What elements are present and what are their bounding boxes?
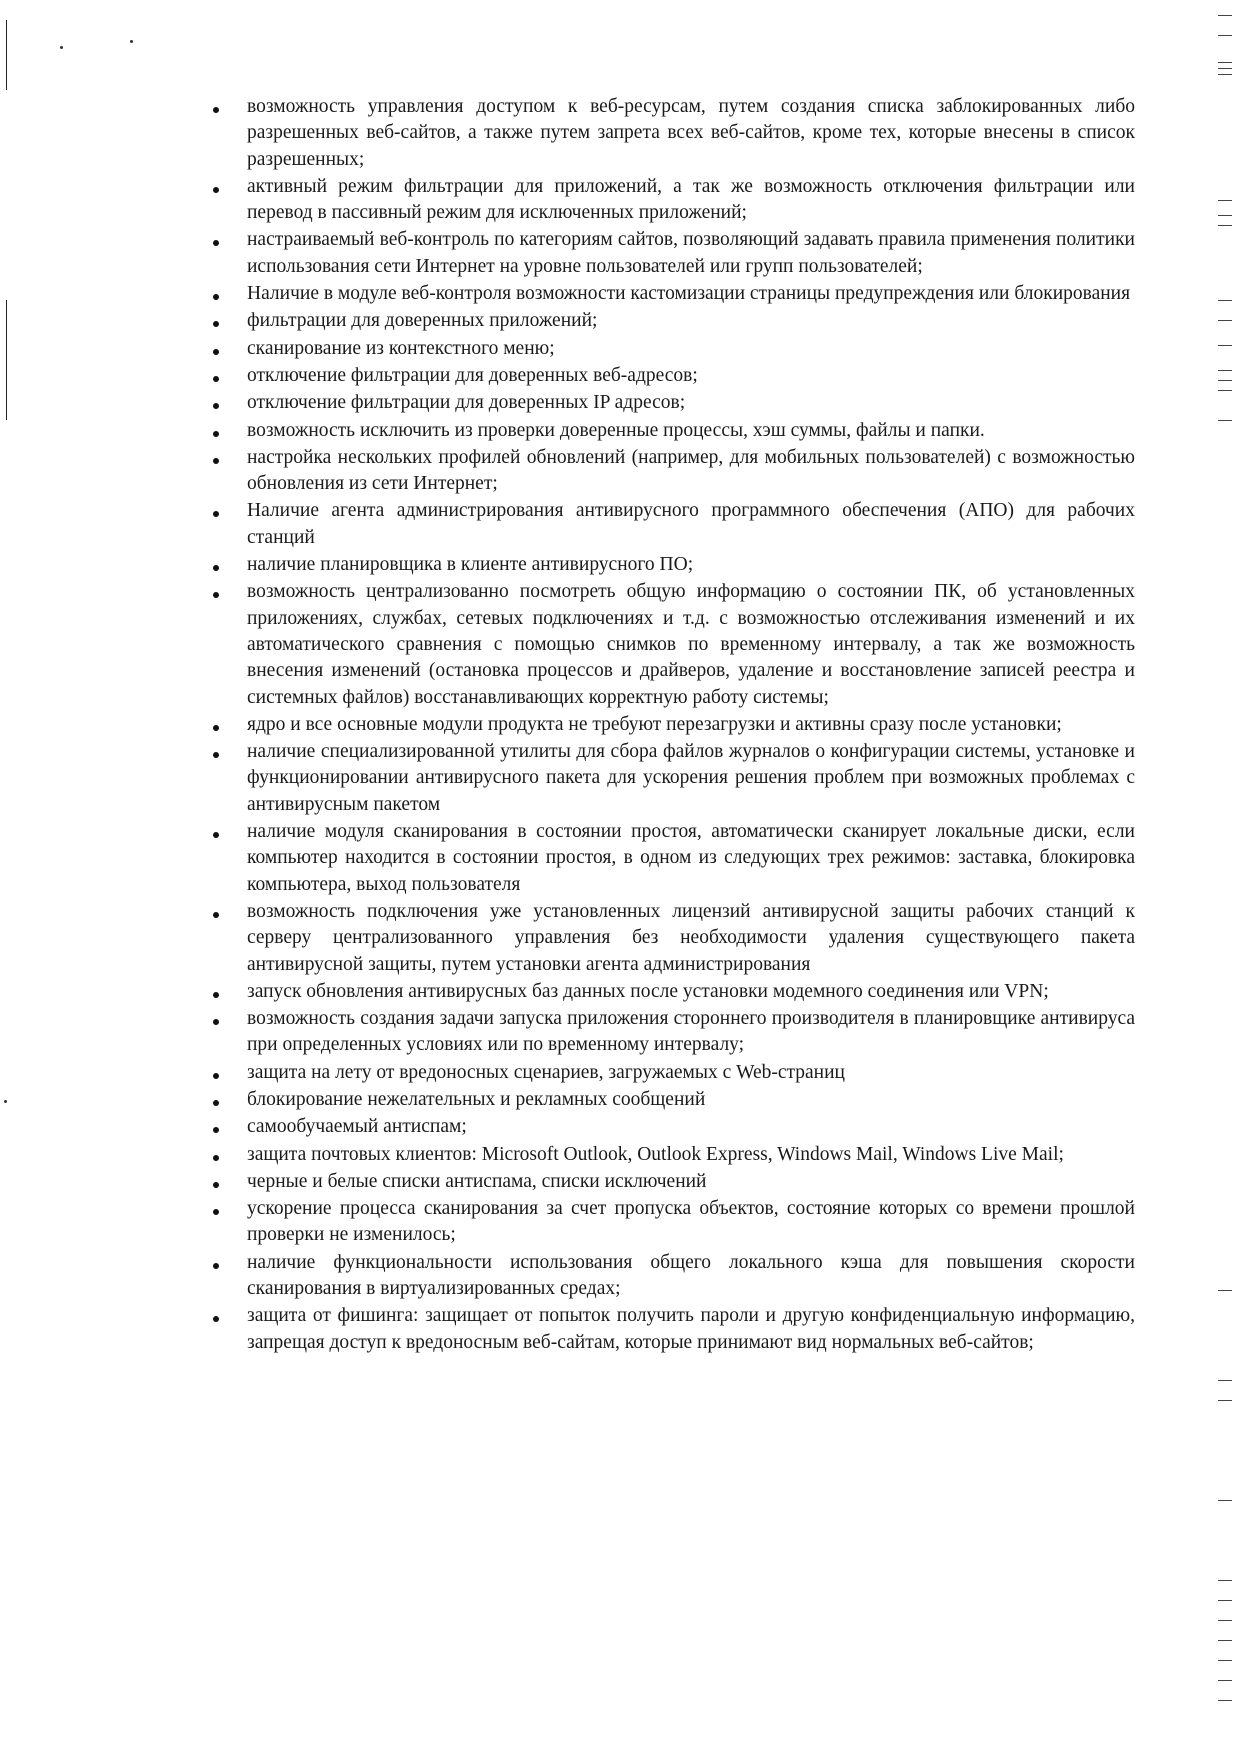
list-item-text: наличие специализированной утилиты для сбора файлов журналов о конфигурации системы, установке и функционировании антивирусного пакета для ускорения решения проблем при возможных проблемах с антивирусным пакетом bbox=[247, 741, 1135, 815]
scan-right-edge bbox=[1210, 0, 1240, 1754]
bullet-icon bbox=[213, 349, 219, 355]
bullet-icon bbox=[213, 1263, 219, 1269]
list-item-text: наличие функциональности использования общего локального кэша для повышения скорости сканирования в виртуализированных средах; bbox=[247, 1251, 1135, 1300]
list-item-text: самообучаемый антиспам; bbox=[247, 1116, 467, 1138]
list-item bbox=[205, 94, 1135, 173]
bullet-icon bbox=[213, 1316, 219, 1322]
bullet-icon bbox=[213, 403, 219, 409]
list-item-text: возможность исключить из проверки доверенные процессы, хэш суммы, файлы и папки. bbox=[247, 419, 985, 441]
list-item bbox=[205, 445, 1135, 498]
list-item bbox=[205, 1169, 1135, 1195]
scan-speck bbox=[4, 1100, 7, 1103]
list-item-text: защита от фишинга: защищает от попыток получить пароли и другую конфиденциальную информацию, запрещая доступ к вредоносным веб-сайтам, которые принимают вид нормальных веб-сайтов; bbox=[247, 1305, 1135, 1353]
list-item-text: сканирование из контекстного меню; bbox=[247, 337, 555, 359]
list-item bbox=[205, 1114, 1135, 1140]
bullet-icon bbox=[213, 240, 219, 246]
list-item bbox=[205, 979, 1135, 1005]
list-item-text: блокирование нежелательных и рекламных сообщений bbox=[247, 1088, 706, 1110]
scan-margin-line bbox=[6, 20, 7, 90]
list-item bbox=[205, 174, 1135, 227]
bullet-icon bbox=[213, 565, 219, 571]
bullet-icon bbox=[213, 912, 219, 918]
list-item bbox=[205, 552, 1135, 578]
list-item-text: активный режим фильтрации для приложений, а так же возможность отключения фильтрации или перевод в пассивный режим для исключенных приложений; bbox=[247, 175, 1135, 224]
list-item bbox=[205, 1142, 1135, 1168]
list-item-text: отключение фильтрации для доверенных IP адресов; bbox=[247, 392, 686, 414]
list-item bbox=[205, 899, 1135, 978]
list-item-text: ядро и все основные модули продукта не требуют перезагрузки и активны сразу после установки; bbox=[247, 713, 1062, 735]
list-item bbox=[205, 1250, 1135, 1303]
bullet-icon bbox=[213, 431, 219, 437]
list-item bbox=[205, 579, 1135, 710]
list-item-text: настройка нескольких профилей обновлений (например, для мобильных пользователей) с возможностью обновления из сети Интернет; bbox=[247, 446, 1135, 495]
bullet-icon bbox=[213, 1127, 219, 1133]
list-item bbox=[205, 1303, 1135, 1356]
list-item bbox=[205, 1087, 1135, 1113]
scan-margin-line bbox=[6, 300, 7, 420]
list-item-text: фильтрации для доверенных приложений; bbox=[247, 310, 598, 332]
requirements-list bbox=[205, 94, 1135, 1357]
bullet-icon bbox=[213, 1019, 219, 1025]
bullet-icon bbox=[213, 1182, 219, 1188]
bullet-icon bbox=[213, 458, 219, 464]
bullet-icon bbox=[213, 511, 219, 517]
list-item bbox=[205, 819, 1135, 898]
list-item-text: возможность подключения уже установленных лицензий антивирусной защиты рабочих станций к серверу централизованного управления без необходимости удаления существующего пакета антивирусной защиты, путем установки агента администрирования bbox=[247, 900, 1135, 975]
bullet-icon bbox=[213, 376, 219, 382]
list-item-text: защита почтовых клиентов: Microsoft Outlook, Outlook Express, Windows Mail, Windows Live Mail; bbox=[247, 1143, 1064, 1165]
scan-speck bbox=[60, 46, 63, 49]
list-item-text: Наличие в модуле веб-контроля возможности кастомизации страницы предупреждения или блокирования bbox=[247, 283, 1131, 305]
list-item-text: возможность создания задачи запуска приложения стороннего производителя в планировщике антивируса при определенных условиях или по временному интервалу; bbox=[247, 1008, 1135, 1056]
list-item bbox=[205, 1006, 1135, 1059]
list-item-text: отключение фильтрации для доверенных веб-адресов; bbox=[247, 364, 698, 386]
bullet-icon bbox=[213, 107, 219, 113]
list-item bbox=[205, 281, 1135, 307]
bullet-icon bbox=[213, 752, 219, 758]
bullet-icon bbox=[213, 592, 219, 598]
list-item bbox=[205, 498, 1135, 551]
bullet-icon bbox=[213, 1155, 219, 1161]
list-item bbox=[205, 336, 1135, 362]
bullet-icon bbox=[213, 725, 219, 731]
list-item bbox=[205, 308, 1135, 334]
list-item-text: настраиваемый веб-контроль по категориям сайтов, позволяющий задавать правила применения политики использования сети Интернет на уровне пользователей или групп пользователей; bbox=[247, 229, 1135, 277]
scan-speck bbox=[130, 40, 133, 43]
bullet-icon bbox=[213, 187, 219, 193]
list-item-text: запуск обновления антивирусных баз данных после установки модемного соединения или VPN; bbox=[247, 980, 1049, 1002]
list-item-text: ускорение процесса сканирования за счет пропуска объектов, состояние которых со времени прошлой проверки не изменилось; bbox=[247, 1198, 1135, 1246]
bullet-icon bbox=[213, 832, 219, 838]
list-item bbox=[205, 227, 1135, 280]
list-item-text: черные и белые списки антиспама, списки исключений bbox=[247, 1170, 707, 1192]
bullet-icon bbox=[213, 294, 219, 300]
list-item-text: возможность централизованно посмотреть общую информацию о состоянии ПК, об установленных приложениях, службах, сетевых подключениях и т.д. с возможностью отслеживания изменений и их автоматического сравнения с помощью снимков по временному интервалу, а так же возможность внесения изменений (остановка процессов и драйверов, удаление и восстановление записей реестра и системных файлов) восстанавливающих корректную работу системы; bbox=[247, 581, 1135, 708]
list-item bbox=[205, 418, 1135, 444]
list-item-text: возможность управления доступом к веб-ресурсам, путем создания списка заблокированных либо разрешенных веб-сайтов, а также путем запрета всех веб-сайтов, кроме тех, которые внесены в список разрешенных; bbox=[247, 96, 1135, 170]
list-item bbox=[205, 1060, 1135, 1086]
list-item bbox=[205, 390, 1135, 416]
bullet-icon bbox=[213, 1100, 219, 1106]
bullet-icon bbox=[213, 992, 219, 998]
list-item-text: наличие модуля сканирования в состоянии простоя, автоматически сканирует локальные диски, если компьютер находится в состоянии простоя, в одном из следующих трех режимов: заставка, блокировка компьютера, выход пользователя bbox=[247, 821, 1135, 895]
list-item bbox=[205, 363, 1135, 389]
list-item bbox=[205, 1196, 1135, 1249]
list-item-text: наличие планировщика в клиенте антивирусного ПО; bbox=[247, 554, 694, 576]
list-item-text: Наличие агента администрирования антивирусного программного обеспечения (АПО) для рабочих станций bbox=[247, 500, 1135, 548]
bullet-icon bbox=[213, 321, 219, 327]
list-item bbox=[205, 712, 1135, 738]
bullet-icon bbox=[213, 1209, 219, 1215]
list-item bbox=[205, 739, 1135, 818]
list-item-text: защита на лету от вредоносных сценариев, загружаемых с Web-страниц bbox=[247, 1061, 845, 1083]
bullet-icon bbox=[213, 1073, 219, 1079]
